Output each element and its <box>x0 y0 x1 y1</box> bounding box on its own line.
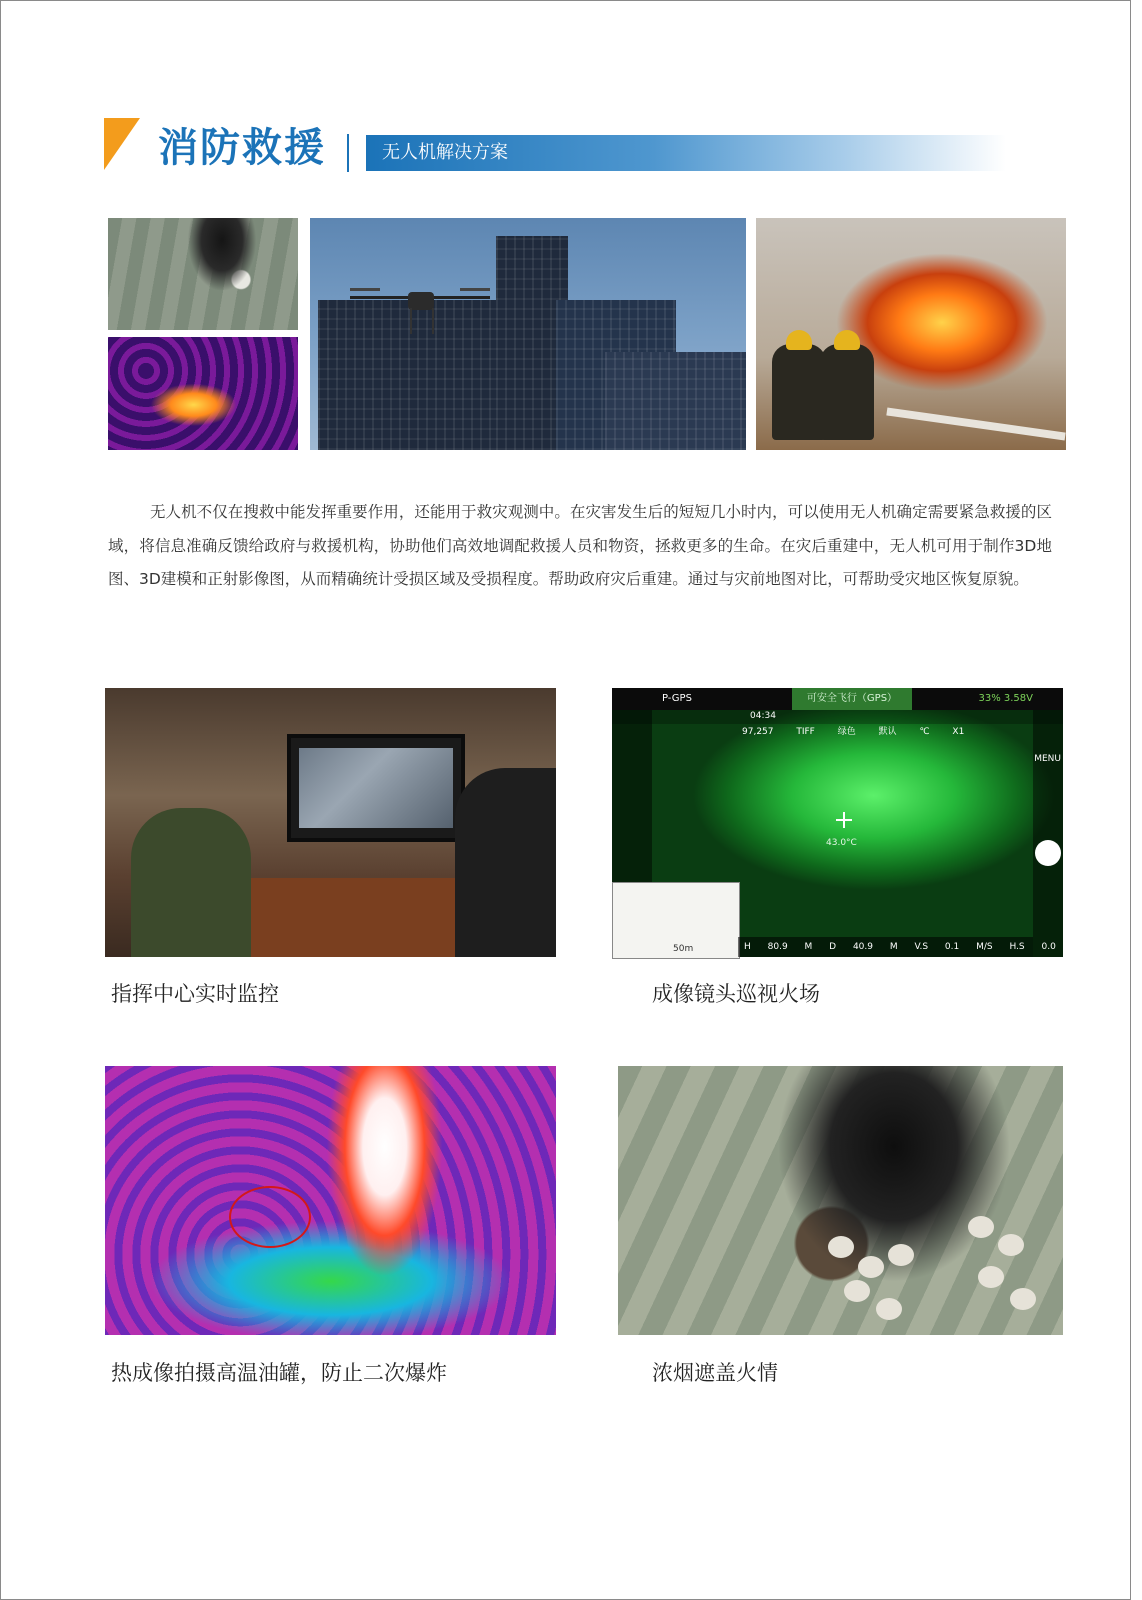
osd-battery: 33% 3.58V <box>978 693 1033 704</box>
body-paragraph: 无人机不仅在搜救中能发挥重要作用，还能用于救灾观测中。在灾害发生后的短短几小时内，可以使用无人机确定需要紧急救援的区域，将信息准确反馈给政府与救援机构，协助他们高效地调配救援人员和物资，拯救更多的生命。在灾后重建中，无人机可用于制作3D地图、3D建模和正射影像图，从而精确统计受损区域及受损程度。帮助政府灾后重建。通过与灾前地图对比，可帮助受灾地区恢复原貌。 <box>108 503 1052 588</box>
thermal-refinery-photo <box>108 337 298 450</box>
osd-temperature: 43.0°C <box>826 838 857 848</box>
hot-tank-circle <box>229 1186 311 1248</box>
command-center-photo <box>105 688 556 957</box>
osd-map-scale: 50m <box>673 944 694 954</box>
osd-menu-label: MENU <box>1034 754 1061 764</box>
caption-imaging-lens: 成像镜头巡视火场 <box>652 982 820 1006</box>
drone-city-photo <box>310 218 746 450</box>
thermal-oil-tank-photo <box>105 1066 556 1335</box>
osd-time: 04:34 <box>750 711 776 721</box>
osd-right-toolbar <box>1033 710 1063 957</box>
subtitle-bar <box>366 135 1006 171</box>
refinery-fire-photo <box>108 218 298 330</box>
crosshair-icon <box>836 812 852 828</box>
title-divider <box>347 134 349 172</box>
caption-command-center: 指挥中心实时监控 <box>111 982 279 1006</box>
osd-gps-mode: P-GPS <box>662 693 692 704</box>
osd-telemetry: H 80.9 M D 40.9 M V.S 0.1 M/S H.S 0.0 M/S 39 M <box>738 937 1033 957</box>
drone-icon <box>350 278 490 338</box>
drone-camera-osd-photo <box>612 688 1142 957</box>
shutter-button-icon <box>1035 840 1061 866</box>
osd-safe-flight: 可安全飞行（GPS） <box>792 688 912 710</box>
page-title: 消防救援 <box>158 125 326 171</box>
caption-thermal: 热成像拍摄高温油罐，防止二次爆炸 <box>111 1361 447 1385</box>
smoke-cover-photo <box>618 1066 1063 1335</box>
osd-top-bar <box>612 688 1063 710</box>
osd-mini-map <box>612 882 740 959</box>
page-subtitle: 无人机解决方案 <box>382 142 508 163</box>
osd-camera-settings: 97,257 TIFF 绿色 默认 ℃ X1 <box>742 727 965 737</box>
firefighters-photo <box>756 218 1066 450</box>
caption-smoke: 浓烟遮盖火情 <box>652 1361 778 1385</box>
